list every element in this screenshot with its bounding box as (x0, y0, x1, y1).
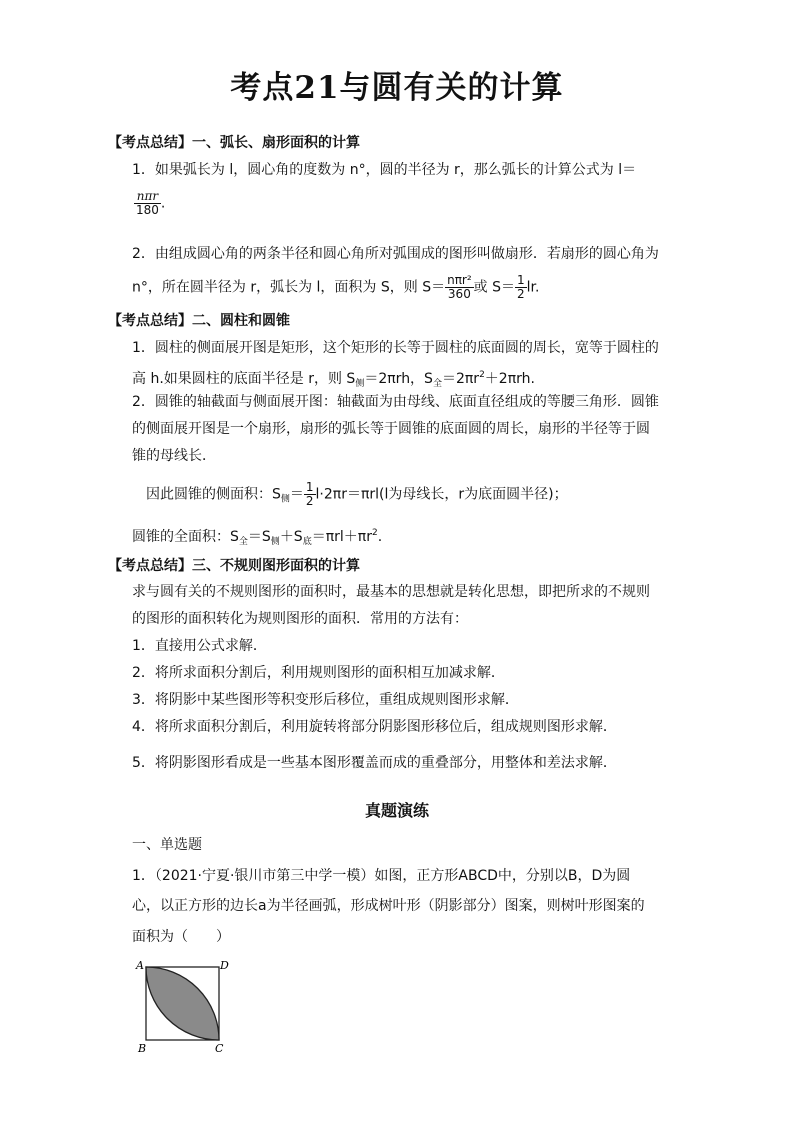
f3-denominator: 2 (517, 287, 525, 301)
section3-heading: 【考点总结】三、不规则图形面积的计算 (108, 558, 360, 574)
s1-line3 (132, 274, 539, 301)
s3-item-1: 1．直接用公式求解． (132, 638, 267, 654)
s2-line1: 1．圆柱的侧面展开图是矩形，这个矩形的长等于圆柱的底面圆的周长，宽等于圆柱的 (132, 340, 659, 356)
s3-item-4: 4．将所求面积分割后，利用旋转将部分阴影图形移位后，组成规则图形求解． (132, 719, 617, 735)
s2-l6b: 侧 (280, 494, 290, 505)
s2-line4: 的侧面展开图是一个扇形，扇形的弧长等于圆锥的底面圆的周长，扇形的半径等于圆 (132, 421, 650, 437)
s2-l2f: 2 (479, 370, 485, 380)
s2-l7c: ＝S (247, 529, 271, 545)
s3-item-3: 3．将阴影中某些图形等积变形后移位，重组成规则图形求解． (132, 692, 519, 708)
s2-l2e: ＝2πr (441, 371, 480, 387)
s1-line3-b: 或 S＝ (473, 279, 516, 296)
leaf-figure (130, 955, 240, 1055)
s2-l7h: 2 (371, 528, 378, 538)
s1-line2: 2．由组成圆心角的两条半径和圆心角所对弧围成的图形叫做扇形．若扇形的圆心角为 (132, 246, 659, 262)
s2-line6 (146, 481, 568, 510)
s2-l7b: 全 (238, 537, 248, 547)
s3-item-2: 2．将所求面积分割后，利用规则图形的面积相互加减求解． (132, 665, 505, 681)
s2-l6a: 因此圆锥的侧面积：S (146, 486, 281, 503)
f4-numerator: 1 (305, 480, 314, 494)
label-a: A (136, 959, 144, 972)
s3-item-5: 5．将阴影图形看成是一些基本图形覆盖而成的重叠部分，用整体和差法求解． (132, 755, 617, 771)
s2-l7f: 底 (302, 537, 312, 547)
f1-denominator: 180 (136, 203, 159, 217)
s2-line7 (132, 523, 382, 552)
f1-tail: . (160, 195, 166, 212)
s2-l7d: 侧 (270, 537, 280, 547)
f4-denominator: 2 (305, 494, 314, 508)
s1-line3-a: n°，所在圆半径为 r，弧长为 l，面积为 S，则 S＝ (132, 279, 446, 296)
f1-numerator: nπr (134, 190, 161, 204)
s2-l7a: 圆锥的全面积：S (132, 529, 239, 545)
label-d: D (220, 959, 229, 972)
leaf-shaded-region (146, 967, 219, 1040)
s2-line3: 2．圆锥的轴截面与侧面展开图：轴截面为由母线、底面直径组成的等腰三角形．圆锥 (132, 394, 659, 410)
label-c: C (215, 1042, 224, 1055)
s1-line3-c: lr. (526, 279, 540, 296)
question-type: 一、单选题 (132, 837, 202, 853)
s2-l7g: ＝πrl＋πr (311, 529, 372, 545)
section1-heading: 【考点总结】一、弧长、扇形面积的计算 (108, 135, 360, 151)
q1-line1: 1．（2021·宁夏·银川市第三中学一模）如图，正方形ABCD中，分别以B，D为圆 (132, 868, 631, 884)
s3-line2: 的图形的面积转化为规则图形的面积．常用的方法有： (132, 611, 468, 627)
s2-l6c: ＝ (289, 486, 304, 503)
s2-l2b: 侧 (355, 379, 365, 389)
s2-line2 (132, 365, 535, 394)
s2-l7i: . (377, 529, 383, 545)
label-b: B (138, 1042, 147, 1055)
s2-l6d: l·2πr＝πrl(l为母线长，r为底面圆半径)； (315, 486, 568, 503)
section2-heading: 【考点总结】二、圆柱和圆锥 (108, 313, 290, 329)
s2-l2g: ＋2πrh. (484, 371, 535, 387)
s1-line1: 1．如果弧长为 l，圆心角的度数为 n°，圆的半径为 r，那么弧长的计算公式为 l＝ (132, 162, 637, 178)
s2-l2c: ＝2πrh，S (364, 371, 433, 387)
f2-numerator: nπr² (447, 273, 472, 287)
s2-l2d: 全 (432, 379, 442, 389)
s2-l2a: 高 h.如果圆柱的底面半径是 r，则 S (132, 371, 356, 387)
s2-l7e: ＋S (279, 529, 303, 545)
q1-line3: 面积为（ ） (132, 929, 230, 945)
s2-line5: 锥的母线长． (132, 448, 216, 464)
page-title: 考点21与圆有关的计算 (230, 70, 564, 106)
s3-line1: 求与圆有关的不规则图形的面积时，最基本的思想就是转化思想，即把所求的不规则 (132, 584, 650, 600)
practice-heading: 真题演练 (364, 801, 429, 820)
s1-formula1 (134, 190, 165, 217)
f3-numerator: 1 (517, 273, 525, 287)
q1-line2: 心，以正方形的边长a为半径画弧，形成树叶形（阴影部分）图案，则树叶形图案的 (132, 898, 645, 914)
f2-denominator: 360 (447, 287, 471, 301)
